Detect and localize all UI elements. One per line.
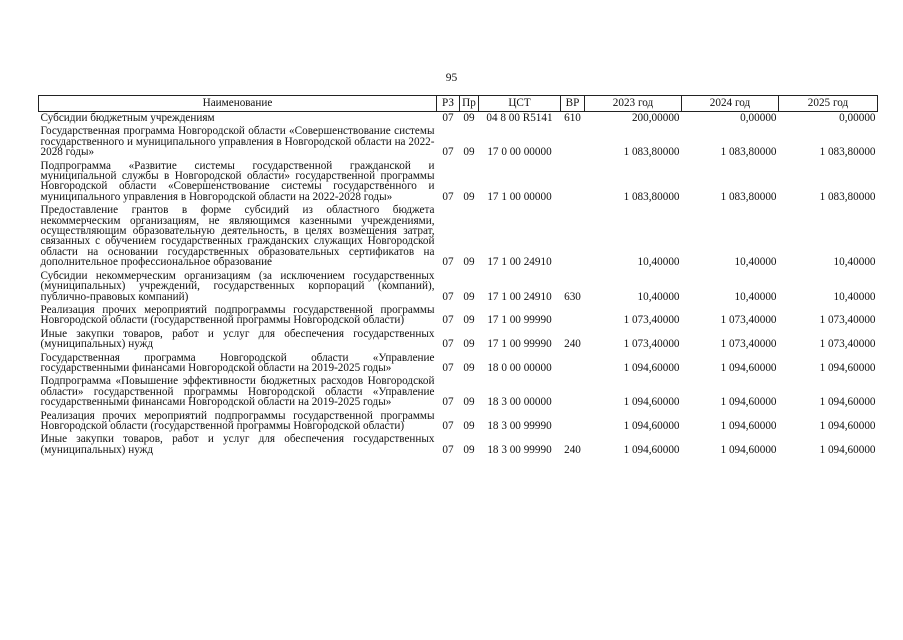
- cell-2023: 1 073,40000: [623, 338, 680, 351]
- cell-vr: 610: [564, 112, 581, 124]
- cell-rz: 07: [442, 112, 454, 124]
- cell-name: Иные закупки товаров, работ и услуг для обеспечения государственных (муниципальных) нужд: [40, 433, 435, 456]
- cell-cst: 17 1 00 99990: [487, 314, 552, 327]
- table-row: [39, 112, 878, 126]
- cell-vr: [561, 160, 585, 205]
- cell-2023: 10,40000: [637, 290, 680, 303]
- cell-rz: 07: [442, 190, 454, 203]
- cell-cst: 18 3 00 00000: [487, 396, 552, 409]
- cell-cst: 18 3 00 99990: [487, 443, 552, 456]
- cell-vr: [561, 125, 585, 159]
- cell-vr: 240: [564, 443, 581, 456]
- cell-2023: 1 083,80000: [623, 190, 680, 203]
- cell-vr: [561, 304, 585, 328]
- cell-rz: 07: [442, 146, 454, 159]
- table-row: [39, 352, 878, 376]
- table-row: [39, 375, 878, 409]
- cell-2024: 10,40000: [734, 290, 777, 303]
- cell-2024: 1 073,40000: [720, 314, 777, 327]
- header-vr: ВР: [561, 96, 585, 112]
- cell-2024: 1 094,60000: [720, 396, 777, 409]
- cell-vr: [561, 352, 585, 376]
- cell-2023: 1 073,40000: [623, 314, 680, 327]
- table-row: [39, 433, 878, 457]
- cell-cst: 17 1 00 24910: [487, 256, 552, 269]
- table-row: [39, 304, 878, 328]
- cell-2025: 10,40000: [833, 290, 876, 303]
- cell-cst: 17 0 00 00000: [487, 146, 552, 159]
- cell-2024: 1 083,80000: [720, 146, 777, 159]
- table-header-row: [39, 96, 878, 112]
- cell-2024: 1 094,60000: [720, 361, 777, 374]
- table-row: [39, 204, 878, 269]
- header-2023: 2023 год: [585, 96, 682, 112]
- cell-2023: 1 083,80000: [623, 146, 680, 159]
- cell-cst: 04 8 00 R5141: [486, 112, 553, 124]
- cell-cst: 17 1 00 24910: [487, 290, 552, 303]
- page-number: 95: [445, 72, 458, 84]
- cell-2024: 1 094,60000: [720, 443, 777, 456]
- cell-pr: 09: [463, 361, 475, 374]
- cell-vr: [561, 375, 585, 409]
- cell-vr: [561, 204, 585, 269]
- cell-name: Иные закупки товаров, работ и услуг для обеспечения государственных (муниципальных) нужд: [40, 327, 435, 351]
- cell-pr: 09: [463, 443, 475, 456]
- cell-2023: 1 094,60000: [623, 396, 680, 409]
- cell-2025: 1 073,40000: [819, 338, 876, 351]
- cell-2025: 1 094,60000: [819, 361, 876, 374]
- cell-rz: 07: [442, 361, 454, 374]
- cell-rz: 07: [442, 443, 454, 456]
- cell-rz: 07: [442, 338, 454, 351]
- header-cst: ЦСТ: [479, 96, 561, 112]
- cell-cst: 18 0 00 00000: [487, 361, 552, 374]
- table-row: [39, 160, 878, 205]
- cell-pr: 09: [463, 419, 475, 432]
- cell-pr: 09: [463, 256, 475, 269]
- cell-pr: 09: [463, 338, 475, 351]
- header-pr: Пр: [460, 96, 479, 112]
- cell-2023: 1 094,60000: [623, 443, 680, 456]
- cell-pr: 09: [463, 314, 475, 327]
- cell-cst: 17 1 00 99990: [487, 338, 552, 351]
- cell-name: Государственная программа Новгородской области «Совершенствование системы государственного и муниципального управления в Новгородской области на 2022-2028 годы»: [40, 125, 435, 159]
- cell-vr: 630: [564, 290, 581, 303]
- cell-2025: 1 083,80000: [819, 190, 876, 203]
- cell-2024: 0,00000: [740, 112, 777, 124]
- table-body: [39, 112, 878, 458]
- header-2025: 2025 год: [779, 96, 878, 112]
- cell-2024: 1 094,60000: [720, 419, 777, 432]
- cell-2024: 1 083,80000: [720, 190, 777, 203]
- header-rz: РЗ: [437, 96, 460, 112]
- cell-2025: 1 083,80000: [819, 146, 876, 159]
- cell-name: Подпрограмма «Развитие системы государственной гражданской и муниципальной службы в Новгородской области» государственной программы Новгородской области «Совершенствование системы государственного и муниципального управления в Новгородской области на 2022-2028 годы»: [40, 159, 435, 203]
- cell-2023: 1 094,60000: [623, 419, 680, 432]
- cell-2025: 1 094,60000: [819, 443, 876, 456]
- cell-pr: 09: [463, 112, 475, 124]
- cell-name: Подпрограмма «Повышение эффективности бюджетных расходов Новгородской области» государственной программы Новгородской области «Управление государственными финансами Новгородской области на 2019-2025 годы»: [40, 375, 435, 409]
- cell-name: Реализация прочих мероприятий подпрограммы государственной программы Новгородской области (государственной программы Новгородской области): [40, 303, 435, 327]
- table-row: [39, 270, 878, 304]
- cell-2025: 0,00000: [839, 112, 876, 124]
- cell-pr: 09: [463, 290, 475, 303]
- table-row: [39, 410, 878, 434]
- cell-name: Государственная программа Новгородской области «Управление государственными финансами Новгородской области на 2019-2025 годы»: [40, 351, 435, 374]
- cell-2025: 1 094,60000: [819, 396, 876, 409]
- header-2024: 2024 год: [682, 96, 779, 112]
- cell-2025: 10,40000: [833, 256, 876, 269]
- header-name: Наименование: [39, 96, 437, 112]
- table-row: [39, 328, 878, 352]
- cell-cst: 17 1 00 00000: [487, 190, 552, 203]
- cell-2024: 1 073,40000: [720, 338, 777, 351]
- cell-cst: 18 3 00 99990: [487, 419, 552, 432]
- table-row: [39, 125, 878, 159]
- cell-pr: 09: [463, 396, 475, 409]
- cell-2023: 1 094,60000: [623, 361, 680, 374]
- cell-2023: 10,40000: [637, 256, 680, 269]
- cell-2025: 1 094,60000: [819, 419, 876, 432]
- cell-pr: 09: [463, 146, 475, 159]
- cell-2024: 10,40000: [734, 256, 777, 269]
- cell-vr: [561, 410, 585, 434]
- budget-table: [38, 95, 878, 457]
- cell-rz: 07: [442, 396, 454, 409]
- cell-rz: 07: [442, 314, 454, 327]
- cell-name: Субсидии некоммерческим организациям (за исключением государственных (муниципальных) учреждений, государственных корпораций (компаний), публично-правовых компаний): [40, 269, 435, 303]
- cell-pr: 09: [463, 190, 475, 203]
- cell-name: Предоставление грантов в форме субсидий из областного бюджета некоммерческим организациям, не являющимся казенными учреждениями, осуществляющим образовательную деятельность, в целях возмещения затрат, связанных с обучением государственных гражданских служащих Новгородской области на основании государственных образовательных сертификатов на дополнительное профессиональное образование: [40, 204, 435, 269]
- cell-rz: 07: [442, 290, 454, 303]
- cell-name: Реализация прочих мероприятий подпрограммы государственной программы Новгородской области (государственной программы Новгородской области): [40, 409, 435, 432]
- cell-name: Субсидии бюджетным учреждениям: [40, 112, 215, 124]
- cell-2025: 1 073,40000: [819, 314, 876, 327]
- cell-2023: 200,00000: [631, 112, 680, 124]
- cell-vr: 240: [564, 338, 581, 351]
- cell-rz: 07: [442, 419, 454, 432]
- cell-rz: 07: [442, 256, 454, 269]
